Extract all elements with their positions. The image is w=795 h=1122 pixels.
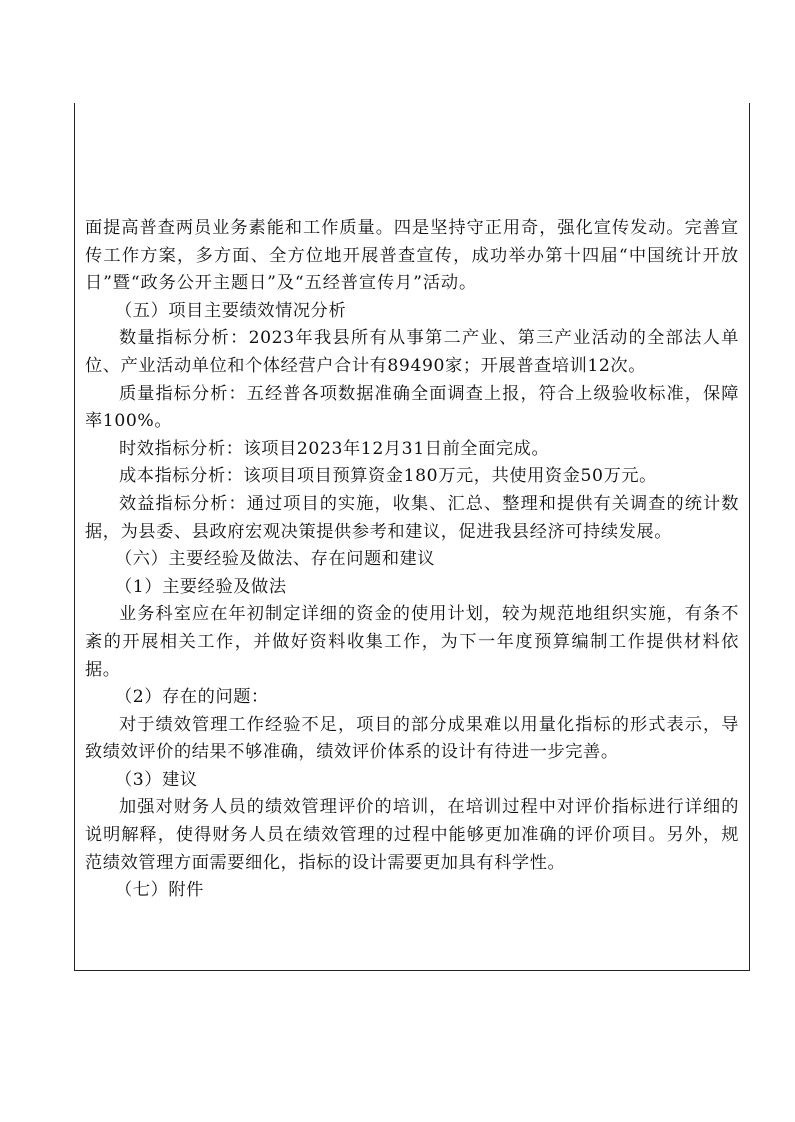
timeliness-indicator-analysis: 时效指标分析：该项目2023年12月31日前全面完成。 bbox=[119, 438, 550, 459]
section-6-sub3-title: （3）建议 bbox=[115, 769, 198, 790]
quality-indicator-analysis: 质量指标分析：五经普各项数据准确全面调查上报，符合上级验收标准，保障率100%。 bbox=[85, 383, 739, 432]
benefit-indicator-analysis: 效益指标分析：通过项目的实施，收集、汇总、整理和提供有关调查的统计数据，为县委、县政府宏观决策提供参考和建议，促进我县经济可持续发展。 bbox=[85, 493, 739, 542]
section-6-sub2-body: 对于绩效管理工作经验不足，项目的部分成果难以用量化指标的形式表示，导致绩效评价的结果不够准确，绩效评价体系的设计有待进一步完善。 bbox=[85, 714, 739, 763]
section-6-sub2-title: （2）存在的问题： bbox=[115, 687, 269, 708]
section-6-sub1-body: 业务科室应在年初制定详细的资金的使用计划，较为规范地组织实施，有条不紊的开展相关工作，并做好资料收集工作，为下一年度预算编制工作提供材料依据。 bbox=[85, 604, 739, 680]
cost-indicator-analysis: 成本指标分析：该项目项目预算资金180万元，共使用资金50万元。 bbox=[119, 466, 657, 487]
quantity-indicator-analysis: 数量指标分析：2023年我县所有从事第二产业、第三产业活动的全部法人单位、产业活动单位和个体经营户合计有89490家；开展普查培训12次。 bbox=[85, 328, 739, 376]
document-table-frame bbox=[74, 103, 750, 971]
section-6-sub3-body: 加强对财务人员的绩效管理评价的培训，在培训过程中对评价指标进行详细的说明解释，使得财务人员在绩效管理的过程中能够更加准确的评价项目。另外，规范绩效管理方面需要细化，指标的设计需要更加具有科学性。 bbox=[85, 797, 739, 873]
section-7-title: （七）附件 bbox=[115, 880, 204, 901]
section-6-title: （六）主要经验及做法、存在问题和建议 bbox=[115, 549, 436, 570]
continued-paragraph: 面提高普查两员业务素能和工作质量。四是坚持守正用奇，强化宣传发动。完善宣传工作方案，多方面、全方位地开展普查宣传，成功举办第十四届“中国统计开放日”暨“政务公开主题日”及“五经普宣传月”活动。 bbox=[85, 218, 739, 294]
section-5-title: （五）项目主要绩效情况分析 bbox=[115, 300, 347, 321]
document-body bbox=[75, 215, 749, 905]
section-6-sub1-title: （1）主要经验及做法 bbox=[115, 576, 287, 597]
